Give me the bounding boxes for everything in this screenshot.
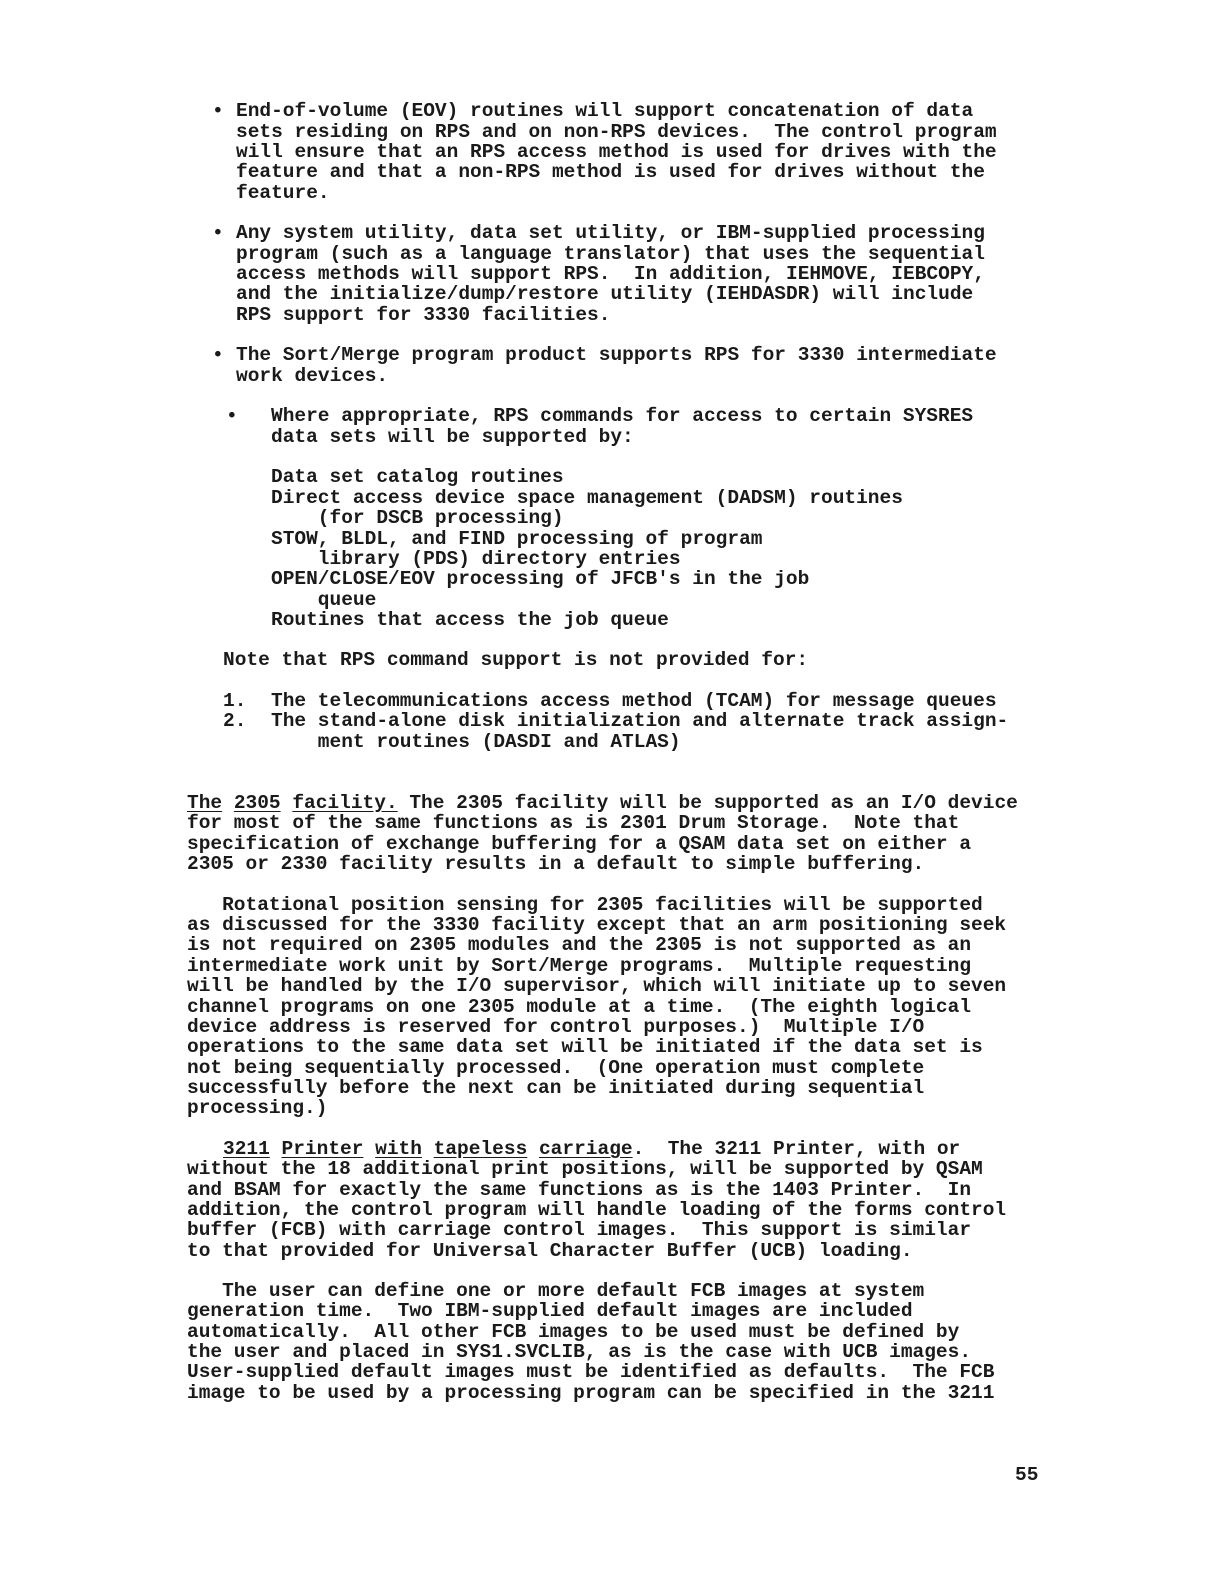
section-heading-2305 bbox=[187, 793, 1018, 813]
paragraph-line: for most of the same functions as is 2301 Drum Storage. Note that bbox=[187, 812, 960, 834]
bullet-line: access methods will support RPS. In addition, IEHMOVE, IEBCOPY, bbox=[236, 263, 985, 285]
paragraph-line: addition, the control program will handle loading of the forms control bbox=[187, 1199, 1007, 1221]
bullet-line: program (such as a language translator) that uses the sequential bbox=[236, 243, 985, 265]
paragraph-line: intermediate work unit by Sort/Merge programs. Multiple requesting bbox=[187, 955, 972, 977]
section-heading-3211 bbox=[223, 1139, 960, 1159]
paragraph-line: buffer (FCB) with carriage control images. This support is similar bbox=[187, 1219, 972, 1241]
list-number: 2. bbox=[223, 710, 247, 732]
paragraph-line: specification of exchange buffering for a QSAM data set on either a bbox=[187, 833, 972, 855]
bullet-marker: • bbox=[226, 405, 238, 427]
list-item: STOW, BLDL, and FIND processing of program bbox=[271, 528, 763, 550]
paragraph-line: the user and placed in SYS1.SVCLIB, as is the case with UCB images. bbox=[187, 1341, 972, 1363]
heading-word: tapeless bbox=[433, 1138, 528, 1160]
list-item: Routines that access the job queue bbox=[271, 609, 669, 631]
paragraph-line: The 2305 facility will be supported as an I/O device bbox=[397, 792, 1018, 814]
paragraph-line: to that provided for Universal Character Buffer (UCB) loading. bbox=[187, 1240, 913, 1262]
bullet-line: The Sort/Merge program product supports RPS for 3330 intermediate bbox=[236, 344, 997, 366]
list-item: The stand-alone disk initialization and alternate track assign- bbox=[271, 710, 1009, 732]
list-item: (for DSCB processing) bbox=[271, 507, 564, 529]
paragraph-line: image to be used by a processing program can be specified in the 3211 bbox=[187, 1382, 995, 1404]
heading-word: 3211 bbox=[223, 1138, 270, 1160]
heading-word: facility. bbox=[292, 792, 398, 814]
bullet-line: Where appropriate, RPS commands for access to certain SYSRES bbox=[271, 405, 974, 427]
list-item: Data set catalog routines bbox=[271, 466, 564, 488]
bullet-line: work devices. bbox=[236, 365, 389, 387]
heading-word: The bbox=[187, 792, 223, 814]
bullet-line: RPS support for 3330 facilities. bbox=[236, 304, 611, 326]
list-item: OPEN/CLOSE/EOV processing of JFCB's in the job bbox=[271, 568, 810, 590]
bullet-line: sets residing on RPS and on non-RPS devices. The control program bbox=[236, 121, 997, 143]
paragraph-line: 2305 or 2330 facility results in a default to simple buffering. bbox=[187, 853, 925, 875]
paragraph-line: successfully before the next can be initiated during sequential bbox=[187, 1077, 925, 1099]
paragraph-line: The user can define one or more default FCB images at system bbox=[187, 1280, 925, 1302]
heading-word: with bbox=[375, 1138, 422, 1160]
note-text: Note that RPS command support is not provided for: bbox=[223, 649, 809, 671]
bullet-line: and the initialize/dump/restore utility (IEHDASDR) will include bbox=[236, 283, 974, 305]
paragraph-line: automatically. All other FCB images to be used must be defined by bbox=[187, 1321, 960, 1343]
bullet-marker: • bbox=[212, 222, 224, 244]
bullet-line: Any system utility, data set utility, or IBM-supplied processing bbox=[236, 222, 985, 244]
list-number: 1. bbox=[223, 690, 247, 712]
paragraph-line: without the 18 additional print positions, will be supported by QSAM bbox=[187, 1158, 983, 1180]
list-item: Direct access device space management (DADSM) routines bbox=[271, 487, 903, 509]
paragraph-line: Rotational position sensing for 2305 facilities will be supported bbox=[187, 894, 983, 916]
bullet-line: will ensure that an RPS access method is used for drives with the bbox=[236, 141, 997, 163]
list-item: The telecommunications access method (TCAM) for message queues bbox=[271, 690, 997, 712]
bullet-line: data sets will be supported by: bbox=[271, 426, 634, 448]
page-number: 55 bbox=[1015, 1464, 1039, 1486]
bullet-line: feature and that a non-RPS method is used for drives without the bbox=[236, 161, 985, 183]
paragraph-line: . The 3211 Printer, with or bbox=[632, 1138, 961, 1160]
bullet-line: End-of-volume (EOV) routines will support concatenation of data bbox=[236, 100, 974, 122]
paragraph-line: User-supplied default images must be identified as defaults. The FCB bbox=[187, 1361, 995, 1383]
paragraph-line: device address is reserved for control purposes.) Multiple I/O bbox=[187, 1016, 925, 1038]
list-item: ment routines (DASDI and ATLAS) bbox=[271, 731, 681, 753]
heading-word: Printer bbox=[281, 1138, 364, 1160]
list-item: queue bbox=[271, 589, 377, 611]
paragraph-line: and BSAM for exactly the same functions as is the 1403 Printer. In bbox=[187, 1179, 972, 1201]
paragraph-line: is not required on 2305 modules and the 2305 is not supported as an bbox=[187, 934, 972, 956]
paragraph-line: channel programs on one 2305 module at a time. (The eighth logical bbox=[187, 996, 972, 1018]
bullet-marker: • bbox=[212, 344, 224, 366]
paragraph-line: generation time. Two IBM-supplied default images are included bbox=[187, 1300, 913, 1322]
bullet-line: feature. bbox=[236, 182, 330, 204]
bullet-marker: • bbox=[212, 100, 224, 122]
paragraph-line: not being sequentially processed. (One operation must complete bbox=[187, 1057, 925, 1079]
paragraph-line: operations to the same data set will be initiated if the data set is bbox=[187, 1036, 983, 1058]
paragraph-line: as discussed for the 3330 facility except that an arm positioning seek bbox=[187, 914, 1007, 936]
heading-word: 2305 bbox=[233, 792, 281, 814]
paragraph-line: processing.) bbox=[187, 1097, 328, 1119]
list-item: library (PDS) directory entries bbox=[271, 548, 681, 570]
heading-word: carriage bbox=[538, 1138, 633, 1160]
paragraph-line: will be handled by the I/O supervisor, which will initiate up to seven bbox=[187, 975, 1007, 997]
